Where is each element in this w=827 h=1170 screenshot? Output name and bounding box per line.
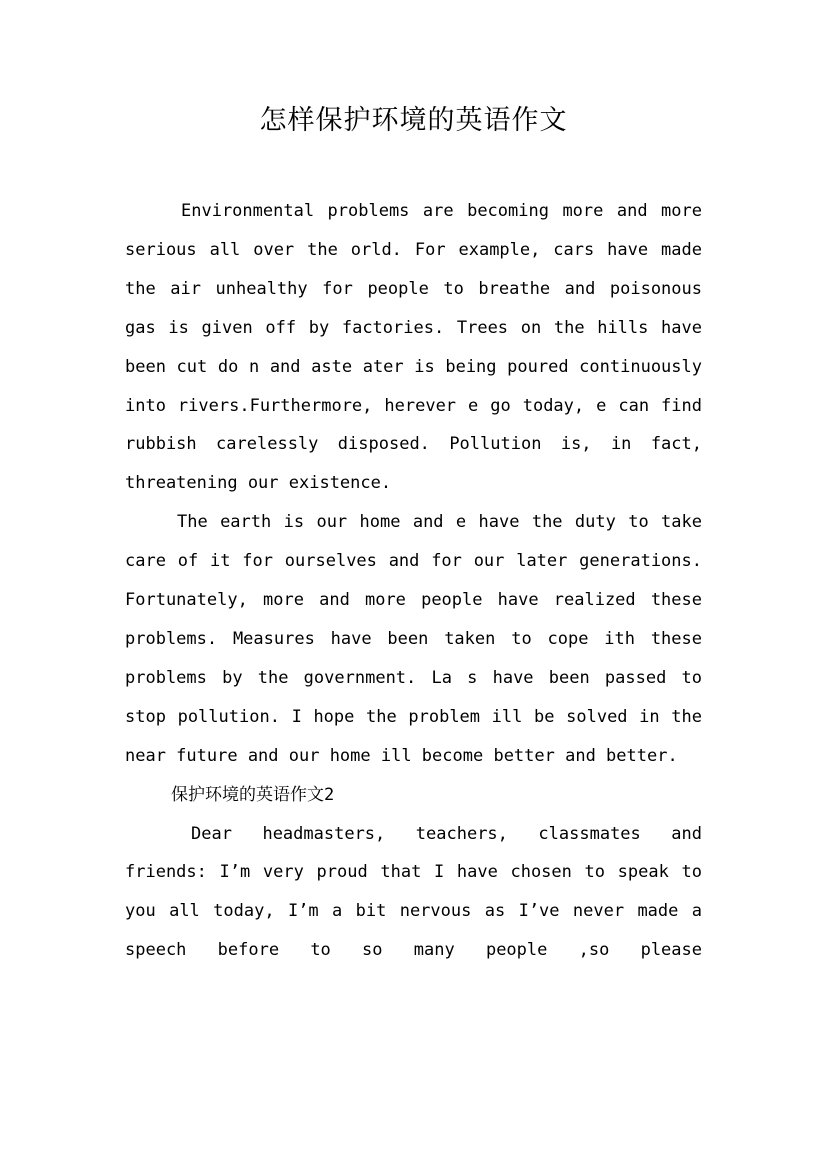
document-title: 怎样保护环境的英语作文 [259,105,568,136]
paragraph-environmental-problems: Environmental problems are becoming more and more serious all over the orld. For example, cars have made the air unhealthy for people to breathe and poisonous gas is given off by factories. Trees on the hills have been cut do n and aste ater is being poured continuously into rivers.Furthermore, herever e go today, e can find rubbish carelessly disposed. Pollution is, in fact, threatening our existence. [125,201,702,494]
section-subheading: 保护环境的英语作文2 [171,784,335,805]
paragraph-speech-opening: Dear headmasters, teachers, classmates and friends: I’m very proud that I have chosen to speak to you all today, I’m a bit nervous as I’ve never made a speech before to so many people ,so please [125,823,702,961]
document-body [125,192,702,970]
paragraph-earth-our-home: The earth is our home and e have the duty to take care of it for ourselves and for our later generations. Fortunately, more and more people have realized these problems. Measures have been taken to cope ith these problems by the government. La s have been passed to stop pollution. I hope the problem ill be solved in the near future and our home ill become better and better. [125,512,702,766]
